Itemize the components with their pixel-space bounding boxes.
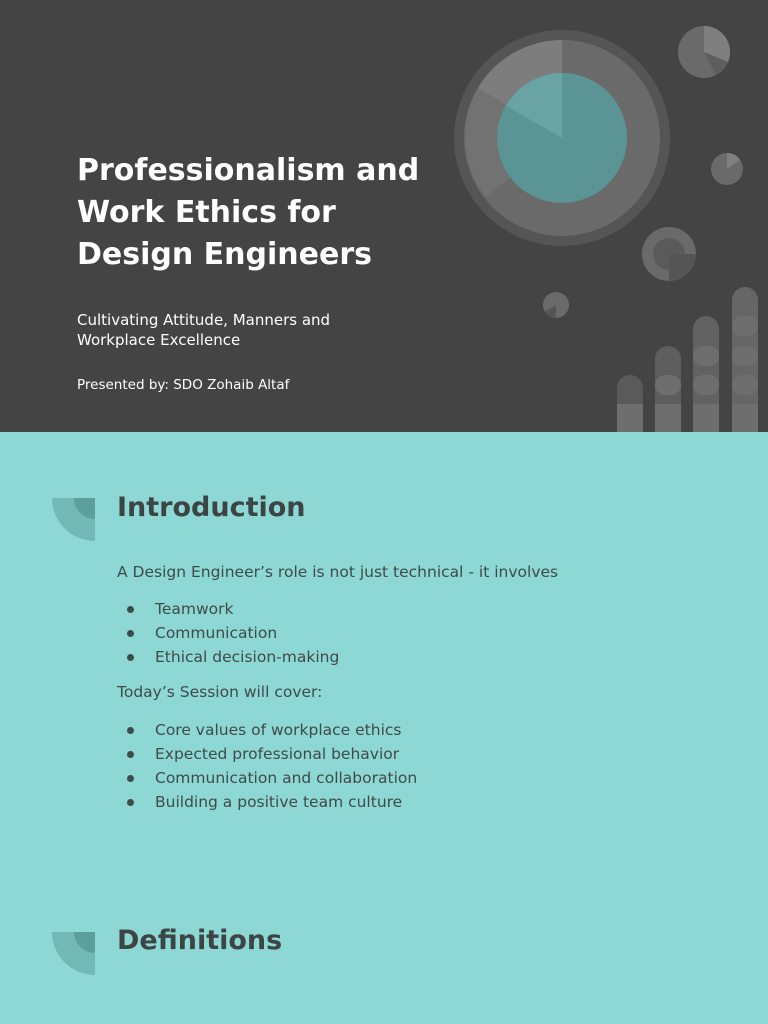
title-line: Professionalism and [77, 153, 420, 188]
list-item: Core values of workplace ethics [117, 718, 417, 742]
intro-lead-text: A Design Engineer’s role is not just technical - it involves [117, 563, 559, 581]
donut-chart-icon [642, 227, 696, 281]
quarter-circle-icon [52, 498, 96, 542]
session-lead-text: Today’s Session will cover: [117, 683, 323, 701]
introduction-slide [0, 432, 768, 1024]
donut-chart-icon [454, 30, 670, 246]
bullet-icon [127, 775, 134, 782]
bullet-icon [127, 727, 134, 734]
list-item: Communication [117, 621, 339, 645]
bullet-icon [127, 799, 134, 806]
title-slide [0, 0, 768, 432]
list-item: Teamwork [117, 597, 339, 621]
list-item: Building a positive team culture [117, 790, 417, 814]
subtitle-line: Workplace Excellence [77, 331, 241, 349]
presentation-title [77, 150, 457, 276]
bullet-icon [127, 606, 134, 613]
bullet-icon [127, 654, 134, 661]
section-heading: Introduction [117, 492, 306, 523]
list-item: Communication and collaboration [117, 766, 417, 790]
pie-chart-icon [678, 26, 730, 78]
session-topics-list [117, 718, 417, 814]
title-line: Work Ethics for [77, 195, 336, 230]
presenter-credit: Presented by: SDO Zohaib Altaf [77, 377, 290, 393]
bar-chart-icon [617, 287, 758, 432]
subtitle-line: Cultivating Attitude, Manners and [77, 311, 331, 329]
bullet-icon [127, 751, 134, 758]
list-item: Expected professional behavior [117, 742, 417, 766]
bullet-icon [127, 630, 134, 637]
role-list [117, 597, 339, 669]
list-item: Ethical decision-making [117, 645, 339, 669]
pie-chart-icon [711, 153, 743, 185]
section-heading: Definitions [117, 925, 283, 956]
pie-chart-icon [543, 292, 569, 318]
presentation-subtitle [77, 310, 407, 350]
title-line: Design Engineers [77, 237, 372, 272]
quarter-circle-icon [52, 932, 96, 976]
